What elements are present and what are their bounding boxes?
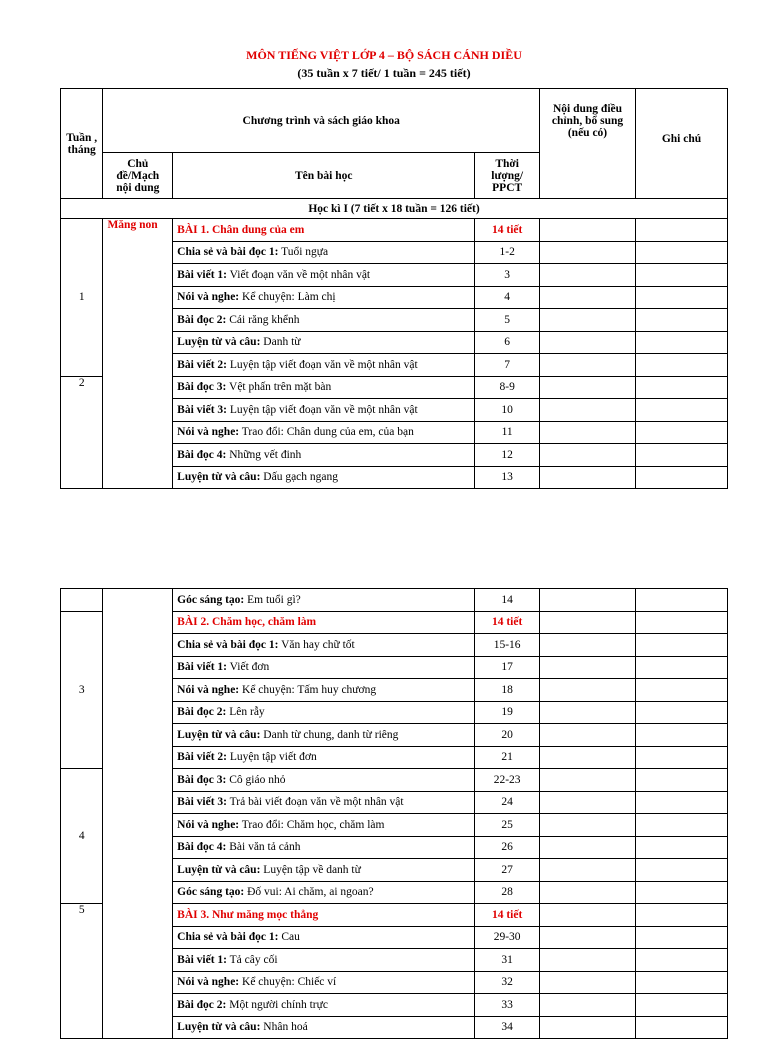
period-cell: 14 tiết xyxy=(475,219,540,242)
lesson-name-cell xyxy=(173,679,475,702)
lesson-name-cell xyxy=(173,264,475,287)
lesson-label: Nói và nghe: xyxy=(177,683,240,696)
lesson-name-cell xyxy=(173,634,475,657)
lesson-label: BÀI 2. Chăm học, chăm làm xyxy=(177,616,317,629)
lesson-name-cell xyxy=(173,444,475,467)
lesson-name-cell xyxy=(173,814,475,837)
lesson-title: Kể chuyện: Chiếc ví xyxy=(239,976,337,989)
adjustment-cell xyxy=(540,444,636,467)
adjustment-cell xyxy=(539,769,635,792)
note-cell xyxy=(636,421,728,444)
adjustment-cell xyxy=(539,949,635,972)
lesson-title: Trao đổi: Chăm học, chăm làm xyxy=(239,818,385,831)
lesson-label: Bài đọc 4: xyxy=(177,448,227,461)
lesson-name-cell xyxy=(173,926,475,949)
note-cell xyxy=(635,904,727,927)
note-cell xyxy=(636,354,728,377)
note-cell xyxy=(636,264,728,287)
week-cell: 5 xyxy=(61,904,103,1039)
lesson-label: Bài viết 3: xyxy=(177,796,227,809)
lesson-name-cell xyxy=(173,219,475,242)
period-cell: 12 xyxy=(475,444,540,467)
lesson-name-cell xyxy=(173,949,475,972)
lesson-name-cell xyxy=(173,286,475,309)
adjustment-cell xyxy=(539,656,635,679)
note-cell xyxy=(635,971,727,994)
lesson-name-cell xyxy=(173,241,475,264)
lesson-title: Tuổi ngựa xyxy=(278,246,329,259)
lesson-name-cell xyxy=(173,971,475,994)
period-cell: 17 xyxy=(475,656,540,679)
header-noi-dung: Nội dung điều chỉnh, bổ sung (nếu có) xyxy=(540,89,636,199)
adjustment-cell xyxy=(539,701,635,724)
period-cell: 20 xyxy=(475,724,540,747)
lesson-name-cell xyxy=(173,746,475,769)
period-cell: 26 xyxy=(475,836,540,859)
lesson-name-cell xyxy=(173,376,475,399)
note-cell xyxy=(636,331,728,354)
lesson-name-cell xyxy=(173,1016,475,1039)
lesson-label: Bài đọc 3: xyxy=(177,773,227,786)
header-tuan: Tuần , tháng xyxy=(61,89,103,199)
note-cell xyxy=(635,611,727,634)
period-cell: 1-2 xyxy=(475,241,540,264)
lesson-label: Bài viết 1: xyxy=(177,661,227,674)
lesson-name-cell xyxy=(173,904,475,927)
header-chuong-trinh: Chương trình và sách giáo khoa xyxy=(103,89,540,153)
curriculum-table-2 xyxy=(60,588,728,1039)
adjustment-cell xyxy=(540,399,636,422)
lesson-title: Lên rẫy xyxy=(226,706,265,719)
lesson-name-cell xyxy=(173,724,475,747)
lesson-name-cell xyxy=(173,836,475,859)
note-cell xyxy=(636,241,728,264)
period-cell: 8-9 xyxy=(475,376,540,399)
note-cell xyxy=(635,1016,727,1039)
note-cell xyxy=(635,859,727,882)
lesson-title: Trao đổi: Chân dung của em, của bạn xyxy=(239,426,414,439)
lesson-name-cell xyxy=(173,769,475,792)
lesson-title: Nhân hoá xyxy=(260,1021,308,1034)
note-cell xyxy=(636,219,728,242)
period-cell: 34 xyxy=(475,1016,540,1039)
period-cell: 3 xyxy=(475,264,540,287)
note-cell xyxy=(635,949,727,972)
period-cell: 25 xyxy=(475,814,540,837)
adjustment-cell xyxy=(539,679,635,702)
lesson-title: Danh từ xyxy=(260,336,301,349)
lesson-title: Cái răng khểnh xyxy=(226,313,300,326)
lesson-label: Luyện từ và câu: xyxy=(177,471,261,484)
lesson-name-cell xyxy=(173,466,475,489)
period-cell: 18 xyxy=(475,679,540,702)
lesson-title: Luyện tập viết đoạn văn về một nhân vật xyxy=(226,358,418,371)
note-cell xyxy=(635,589,727,612)
adjustment-cell xyxy=(539,634,635,657)
lesson-title: Những vết đinh xyxy=(226,448,302,461)
lesson-name-cell xyxy=(173,589,475,612)
period-cell: 14 tiết xyxy=(475,904,540,927)
header-ten-bai: Tên bài học xyxy=(173,153,475,199)
lesson-title: Luyện tập viết đơn xyxy=(226,751,317,764)
period-cell: 32 xyxy=(475,971,540,994)
period-cell: 29-30 xyxy=(475,926,540,949)
period-cell: 31 xyxy=(475,949,540,972)
adjustment-cell xyxy=(539,589,635,612)
note-cell xyxy=(635,881,727,904)
week-cell: 4 xyxy=(61,769,103,904)
period-cell: 13 xyxy=(475,466,540,489)
lesson-title: Luyện tập viết đoạn văn về một nhân vật xyxy=(226,403,418,416)
lesson-label: Bài viết 1: xyxy=(177,268,227,281)
adjustment-cell xyxy=(539,791,635,814)
lesson-name-cell xyxy=(173,859,475,882)
lesson-label: Bài đọc 4: xyxy=(177,841,227,854)
adjustment-cell xyxy=(540,354,636,377)
adjustment-cell xyxy=(540,376,636,399)
lesson-name-cell xyxy=(173,611,475,634)
lesson-label: Nói và nghe: xyxy=(177,426,240,439)
adjustment-cell xyxy=(539,746,635,769)
note-cell xyxy=(636,399,728,422)
lesson-title: Tả cây cối xyxy=(226,953,278,966)
note-cell xyxy=(635,791,727,814)
adjustment-cell xyxy=(540,331,636,354)
lesson-label: Chia sẻ và bài đọc 1: xyxy=(177,246,279,259)
lesson-label: Bài đọc 2: xyxy=(177,313,227,326)
lesson-name-cell xyxy=(173,331,475,354)
period-cell: 21 xyxy=(475,746,540,769)
lesson-title: Đố vui: Ai chăm, ai ngoan? xyxy=(244,886,374,899)
lesson-label: Nói và nghe: xyxy=(177,291,240,304)
period-cell: 19 xyxy=(475,701,540,724)
lesson-title: Kể chuyện: Làm chị xyxy=(239,291,336,304)
lesson-label: Chia sẻ và bài đọc 1: xyxy=(177,638,279,651)
period-cell: 15-16 xyxy=(475,634,540,657)
lesson-title: Viết đoạn văn về một nhân vật xyxy=(226,268,371,281)
adjustment-cell xyxy=(539,611,635,634)
lesson-title: Một người chính trực xyxy=(226,998,328,1011)
lesson-label: Bài viết 2: xyxy=(177,358,227,371)
lesson-name-cell xyxy=(173,791,475,814)
lesson-title: Văn hay chữ tốt xyxy=(278,638,355,651)
note-cell xyxy=(635,656,727,679)
lesson-label: BÀI 3. Như măng mọc thẳng xyxy=(177,908,319,921)
adjustment-cell xyxy=(539,724,635,747)
lesson-label: Chia sẻ và bài đọc 1: xyxy=(177,931,279,944)
document-title: MÔN TIẾNG VIỆT LỚP 4 – BỘ SÁCH CÁNH DIỀU xyxy=(246,48,522,62)
lesson-label: Bài viết 2: xyxy=(177,751,227,764)
hoc-ki-row: Học kì I (7 tiết x 18 tuần = 126 tiết) xyxy=(61,199,728,219)
adjustment-cell xyxy=(540,241,636,264)
period-cell: 27 xyxy=(475,859,540,882)
note-cell xyxy=(635,634,727,657)
adjustment-cell xyxy=(540,286,636,309)
lesson-label: Luyện từ và câu: xyxy=(177,728,261,741)
lesson-title: Bài văn tả cảnh xyxy=(226,841,301,854)
table-row xyxy=(61,219,728,242)
lesson-label: Góc sáng tạo: xyxy=(177,886,245,899)
period-cell: 6 xyxy=(475,331,540,354)
note-cell xyxy=(636,286,728,309)
lesson-label: Bài viết 3: xyxy=(177,403,227,416)
lesson-title: Danh từ chung, danh từ riêng xyxy=(260,728,399,741)
lesson-name-cell xyxy=(173,421,475,444)
header-thoi-luong: Thời lượng/ PPCT xyxy=(475,153,540,199)
lesson-name-cell xyxy=(173,994,475,1017)
period-cell: 11 xyxy=(475,421,540,444)
adjustment-cell xyxy=(540,421,636,444)
lesson-title: Cô giáo nhỏ xyxy=(226,773,286,786)
adjustment-cell xyxy=(539,859,635,882)
lesson-title: Vệt phấn trên mặt bàn xyxy=(226,381,332,394)
note-cell xyxy=(635,724,727,747)
lesson-title: Kể chuyện: Tấm huy chương xyxy=(239,683,377,696)
lesson-name-cell xyxy=(173,881,475,904)
lesson-title: Em tuổi gì? xyxy=(244,593,301,606)
period-cell: 7 xyxy=(475,354,540,377)
note-cell xyxy=(636,376,728,399)
note-cell xyxy=(635,769,727,792)
header-ghi-chu: Ghi chú xyxy=(636,89,728,199)
header-chu-de: Chủ đề/Mạch nội dung xyxy=(103,153,173,199)
lesson-name-cell xyxy=(173,656,475,679)
lesson-name-cell xyxy=(173,354,475,377)
lesson-label: Bài đọc 2: xyxy=(177,998,227,1011)
document-subtitle: (35 tuần x 7 tiết/ 1 tuần = 245 tiết) xyxy=(297,66,471,80)
lesson-label: Luyện từ và câu: xyxy=(177,863,261,876)
adjustment-cell xyxy=(539,881,635,904)
lesson-label: Luyện từ và câu: xyxy=(177,336,261,349)
note-cell xyxy=(635,679,727,702)
period-cell: 14 tiết xyxy=(475,611,540,634)
lesson-title: Luyện tập về danh từ xyxy=(260,863,361,876)
lesson-label: Luyện từ và câu: xyxy=(177,1021,261,1034)
period-cell: 5 xyxy=(475,309,540,332)
week-cell: 3 xyxy=(61,611,103,769)
lesson-name-cell xyxy=(173,309,475,332)
lesson-label: BÀI 1. Chân dung của em xyxy=(177,223,305,236)
lesson-label: Bài đọc 2: xyxy=(177,706,227,719)
note-cell xyxy=(636,444,728,467)
adjustment-cell xyxy=(539,904,635,927)
adjustment-cell xyxy=(540,309,636,332)
adjustment-cell xyxy=(540,264,636,287)
week-cell xyxy=(61,589,103,612)
note-cell xyxy=(635,701,727,724)
lesson-name-cell xyxy=(173,399,475,422)
lesson-label: Góc sáng tạo: xyxy=(177,593,245,606)
lesson-label: Bài đọc 3: xyxy=(177,381,227,394)
note-cell xyxy=(635,836,727,859)
week-cell: 2 xyxy=(61,376,103,489)
note-cell xyxy=(635,926,727,949)
adjustment-cell xyxy=(539,1016,635,1039)
adjustment-cell xyxy=(539,926,635,949)
adjustment-cell xyxy=(540,219,636,242)
lesson-label: Bài viết 1: xyxy=(177,953,227,966)
adjustment-cell xyxy=(540,466,636,489)
lesson-title: Trả bài viết đoạn văn về một nhân vật xyxy=(226,796,404,809)
lesson-label: Nói và nghe: xyxy=(177,818,240,831)
period-cell: 28 xyxy=(475,881,540,904)
adjustment-cell xyxy=(539,971,635,994)
note-cell xyxy=(635,814,727,837)
lesson-name-cell xyxy=(173,701,475,724)
adjustment-cell xyxy=(539,994,635,1017)
period-cell: 4 xyxy=(475,286,540,309)
table-row xyxy=(61,589,728,612)
note-cell xyxy=(636,309,728,332)
period-cell: 33 xyxy=(475,994,540,1017)
lesson-label: Nói và nghe: xyxy=(177,976,240,989)
week-cell: 1 xyxy=(61,219,103,377)
note-cell xyxy=(635,746,727,769)
theme-cell: Măng non xyxy=(103,219,173,489)
lesson-title: Dấu gạch ngang xyxy=(260,471,339,484)
period-cell: 22-23 xyxy=(475,769,540,792)
lesson-title: Viết đơn xyxy=(226,661,270,674)
lesson-title: Cau xyxy=(278,931,300,944)
adjustment-cell xyxy=(539,836,635,859)
note-cell xyxy=(635,994,727,1017)
note-cell xyxy=(636,466,728,489)
period-cell: 14 xyxy=(475,589,540,612)
adjustment-cell xyxy=(539,814,635,837)
curriculum-table-1 xyxy=(60,88,728,489)
period-cell: 10 xyxy=(475,399,540,422)
period-cell: 24 xyxy=(475,791,540,814)
theme-cell xyxy=(103,589,173,1039)
